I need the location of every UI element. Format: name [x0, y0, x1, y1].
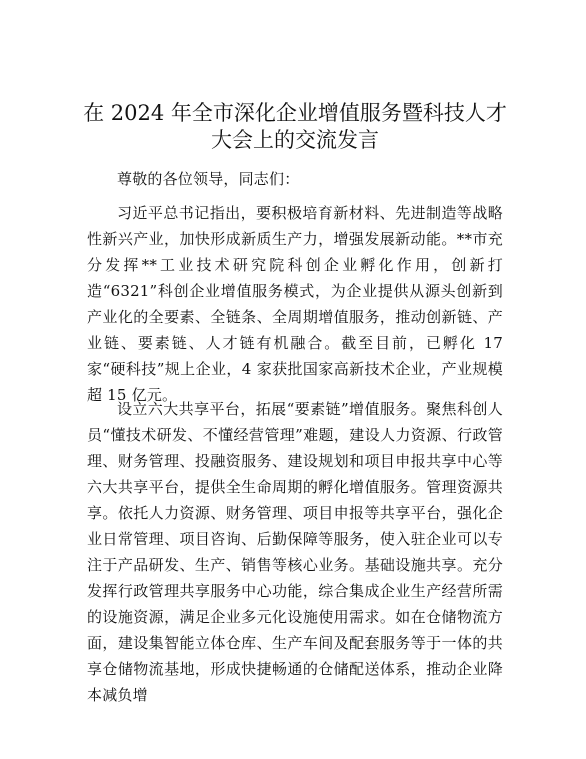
document-title: 在 2024 年全市深化企业增值服务暨科技人才大会上的交流发言: [83, 101, 507, 152]
paragraph-1: 习近平总书记指出，要积极培育新材料、先进制造等战略性新兴产业，加快形成新质生产力，增强发展新动能。**市充分发挥**工业技术研究院科创企业孵化作用，创新打造“6321”科创企业增值服务模式，为企业提供从源头创新到产业化的全要素、全链条、全周期增值服务，推动创新链、产业链、要素链、人才链有机融合。截至目前，已孵化 17 家“硬科技”规上企业，4 家获批国家高新技术企业，产业规模超 15 亿元。: [87, 204, 503, 404]
salutation: 尊敬的各位领导，同志们：: [117, 170, 300, 188]
paragraph-2: 设立六大共享平台，拓展“要素链”增值服务。聚焦科创人员“懂技术研发、不懂经营管理”难题，建设人力资源、行政管理、财务管理、投融资服务、建设规划和项目申报共享中心等六大共享平台，提供全生命周期的孵化增值服务。管理资源共享。依托人力资源、财务管理、项目申报等共享平台，强化企业日常管理、项目咨询、后勤保障等服务，使入驻企业可以专注于产品研发、生产、销售等核心业务。基础设施共享。充分发挥行政管理共享服务中心功能，综合集成企业生产经营所需的设施资源，满足企业多元化设施使用需求。如在仓储物流方面，建设集智能立体仓库、生产车间及配套服务等于一体的共享仓储物流基地，形成快捷畅通的仓储配送体系，推动企业降本减负增: [87, 400, 503, 704]
